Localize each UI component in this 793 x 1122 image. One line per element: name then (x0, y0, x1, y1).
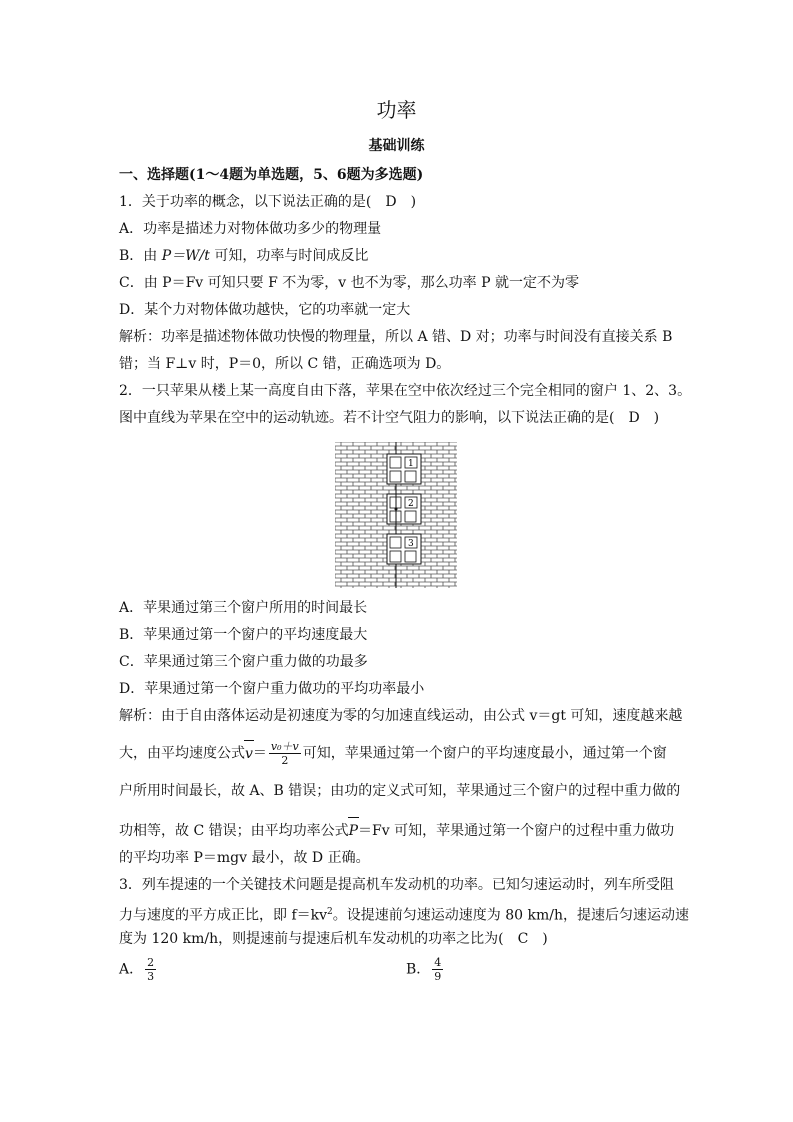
q2-explanation-line3: 户所用时间最长，故 A、B 错误；由功的定义式可知，苹果通过三个窗户的过程中重力做的 (119, 783, 681, 799)
q3-option-b (406, 956, 445, 983)
q3-option-a-numerator: 2 (147, 956, 155, 969)
q1-explanation-line1: 解析：功率是描述物体做功快慢的物理量，所以 A 错、D 对；功率与时间没有直接关系 B (119, 329, 673, 345)
q2-option-c: C．苹果通过第三个窗户重力做的功最多 (119, 654, 368, 670)
q3-stem2-pre: 力与速度的平方成正比，即 f＝kv (119, 907, 328, 924)
q2-explanation-line1: 解析：由于自由落体运动是初速度为零的匀加速直线运动，由公式 v＝gt 可知，速度越来越 (119, 708, 683, 724)
q1-option-b (119, 246, 679, 266)
q1-option-b-pre: B．由 (119, 248, 162, 264)
q3-option-a-label: A． (119, 961, 144, 978)
q3-stem-line2 (119, 902, 689, 926)
q2-exp2-pre: 大，由平均速度公式 (119, 745, 245, 762)
q2-option-b: B．苹果通过第一个窗户的平均速度最大 (119, 627, 368, 643)
page-title: 功率 (376, 98, 417, 122)
q2-stem-line1: 2．一只苹果从楼上某一高度自由下落，苹果在空中依次经过三个完全相同的窗户 1、2、3。 (119, 383, 692, 399)
q1-option-b-formula: P＝W/t (161, 248, 210, 264)
q1-option-d: D．某个力对物体做功越快，它的功率就一定大 (119, 302, 411, 318)
q3-stem2-post: 。设提速前匀速运动速度为 80 km/h，提速后匀速运动速 (332, 907, 689, 924)
q3-option-b-numerator: 4 (434, 956, 442, 969)
window-1 (387, 454, 421, 484)
window-2 (387, 494, 421, 524)
q2-stem-line2: 图中直线为苹果在空中的运动轨迹。若不计空气阻力的影响，以下说法正确的是( D ) (119, 410, 660, 426)
window-2-label: 2 (408, 499, 414, 509)
q1-stem: 1．关于功率的概念，以下说法正确的是( D ) (119, 194, 417, 210)
window-3 (387, 534, 421, 564)
q2-exp4-post: ＝Fv 可知，苹果通过第一个窗户的过程中重力做功 (358, 823, 675, 839)
q3-option-b-denominator: 9 (434, 970, 442, 983)
q3-option-b-label: B． (406, 961, 431, 978)
q3-option-a (119, 956, 158, 983)
q2-option-a: A．苹果通过第三个窗户所用的时间最长 (119, 600, 368, 616)
window-3-label: 3 (408, 539, 414, 549)
q1-option-a: A．功率是描述力对物体做功多少的物理量 (119, 221, 382, 237)
q3-option-b-fraction (432, 956, 443, 983)
avg-power-symbol: P (348, 823, 359, 839)
q2-option-d: D．苹果通过第一个窗户重力做功的平均功率最小 (119, 681, 425, 697)
q3-option-a-denominator: 3 (147, 970, 155, 983)
q2-explanation-line5: 的平均功率 P＝mgv 最小，故 D 正确。 (119, 850, 370, 866)
q3-stem-line3: 度为 120 km/h，则提速前与提速后机车发动机的功率之比为( C ) (119, 931, 548, 947)
q3-stem2-sup: 2 (327, 907, 333, 917)
q2-exp2-eq: ＝ (252, 745, 267, 762)
q1-option-c: C．由 P＝Fv 可知只要 F 不为零，v 也不为零，那么功率 P 就一定不为零 (119, 275, 579, 291)
q2-explanation-line4 (119, 821, 679, 841)
avg-velocity-numerator: v₀＋v (270, 740, 299, 753)
q2-exp2-post: 可知，苹果通过第一个窗户的平均速度最小，通过第一个窗 (302, 745, 667, 762)
avg-velocity-denominator: 2 (281, 754, 289, 767)
brick-wall-figure (335, 442, 457, 592)
q3-option-a-fraction (145, 956, 156, 983)
q1-option-b-post: 可知，功率与时间成反比 (209, 248, 369, 264)
page-subtitle: 基础训练 (368, 138, 425, 154)
window-1-label: 1 (408, 459, 414, 469)
avg-velocity-fraction (269, 740, 301, 767)
section-heading: 一、选择题(1～4题为单选题，5、6题为多选题) (119, 167, 424, 183)
q2-exp4-pre: 功相等，故 C 错误；由平均功率公式 (119, 823, 349, 839)
brick-wall-svg (335, 442, 457, 588)
q2-explanation-line2 (119, 740, 679, 767)
q3-stem-line1: 3．列车提速的一个关键技术问题是提高机车发动机的功率。已知匀速运动时，列车所受阻 (119, 877, 674, 893)
avg-velocity-symbol: v (245, 745, 253, 762)
q1-explanation-line2: 错；当 F⊥v 时，P＝0，所以 C 错，正确选项为 D。 (119, 356, 451, 372)
